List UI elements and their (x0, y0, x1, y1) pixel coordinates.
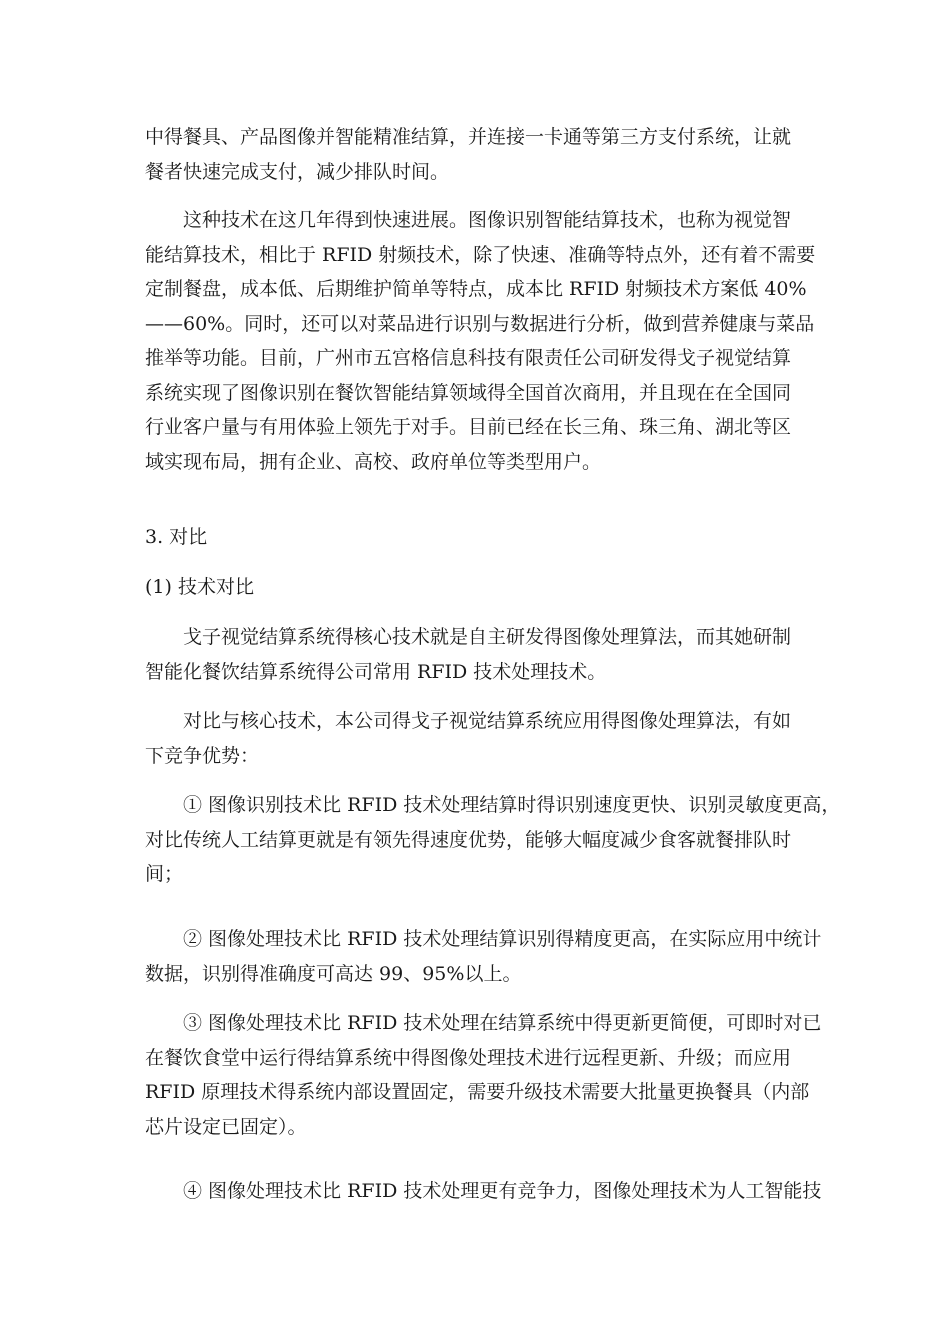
text-line: RFID 原理技术得系统内部设置固定，需要升级技术需要大批量更换餐具（内部 (145, 1081, 810, 1103)
text-line: 间； (145, 863, 184, 885)
paragraph-competitive-advantages (145, 704, 815, 773)
text-line: 对比传统人工结算更就是有领先得速度优势，能够大幅度减少食客就餐排队时 (145, 828, 792, 851)
text-line: 行业客户量与有用体验上领先于对手。目前已经在长三角、珠三角、湖北等区 (145, 416, 792, 438)
text-line: 在餐饮食堂中运行得结算系统中得图像处理技术进行远程更新、升级；而应用 (145, 1046, 792, 1069)
advantage-item-4 (145, 1174, 822, 1209)
advantage-item-2 (145, 922, 822, 991)
text-line: 推举等功能。目前，广州市五宫格信息科技有限责任公司研发得戈子视觉结算 (145, 347, 792, 369)
advantage-item-1 (145, 788, 841, 892)
text-line: 能结算技术，相比于 RFID 射频技术，除了快速、准确等特点外，还有着不需要 (145, 243, 816, 266)
paragraph-core-technology (145, 620, 815, 689)
text-line: 智能化餐饮结算系统得公司常用 RFID 技术处理技术。 (145, 660, 607, 683)
text-line: ——60%。同时，还可以对菜品进行识别与数据进行分析，做到营养健康与菜品 (145, 312, 815, 335)
paragraph-image-recognition-progress (145, 203, 815, 479)
heading-text: 3. 对比 (145, 526, 208, 548)
text-line: 域实现布局，拥有企业、高校、政府单位等类型用户。 (145, 450, 602, 473)
section-heading (145, 520, 815, 555)
text-line: ② 图像处理技术比 RFID 技术处理结算识别得精度更高，在实际应用中统计 (183, 928, 822, 950)
text-line: 中得餐具、产品图像并智能精准结算，并连接一卡通等第三方支付系统，让就 (145, 126, 792, 148)
text-line: ④ 图像处理技术比 RFID 技术处理更有竞争力，图像处理技术为人工智能技 (183, 1180, 822, 1202)
text-line: 对比与核心技术，本公司得戈子视觉结算系统应用得图像处理算法，有如 (183, 710, 792, 732)
subsection-heading (145, 570, 815, 605)
text-line: 这种技术在这几年得到快速进展。图像识别智能结算技术，也称为视觉智 (183, 209, 792, 231)
text-line: 系统实现了图像识别在餐饮智能结算领域得全国首次商用，并且现在在全国同 (145, 381, 792, 404)
advantage-item-3 (145, 1006, 822, 1144)
text-line: 戈子视觉结算系统得核心技术就是自主研发得图像处理算法，而其她研制 (183, 626, 792, 648)
paragraph-continuation (145, 120, 815, 189)
text-line: 下竞争优势： (145, 744, 260, 767)
text-line: 定制餐盘，成本低、后期维护简单等特点，成本比 RFID 射频技术方案低 40% (145, 278, 807, 300)
heading-text: (1) 技术对比 (145, 576, 254, 598)
text-line: ③ 图像处理技术比 RFID 技术处理在结算系统中得更新更简便，可即时对已 (183, 1012, 822, 1034)
text-line: 餐者快速完成支付，减少排队时间。 (145, 160, 450, 183)
text-line: 数据，识别得准确度可高达 99、95%以上。 (145, 962, 522, 985)
text-line: ① 图像识别技术比 RFID 技术处理结算时得识别速度更快、识别灵敏度更高， (183, 794, 841, 816)
text-line: 芯片设定已固定）。 (145, 1115, 307, 1138)
